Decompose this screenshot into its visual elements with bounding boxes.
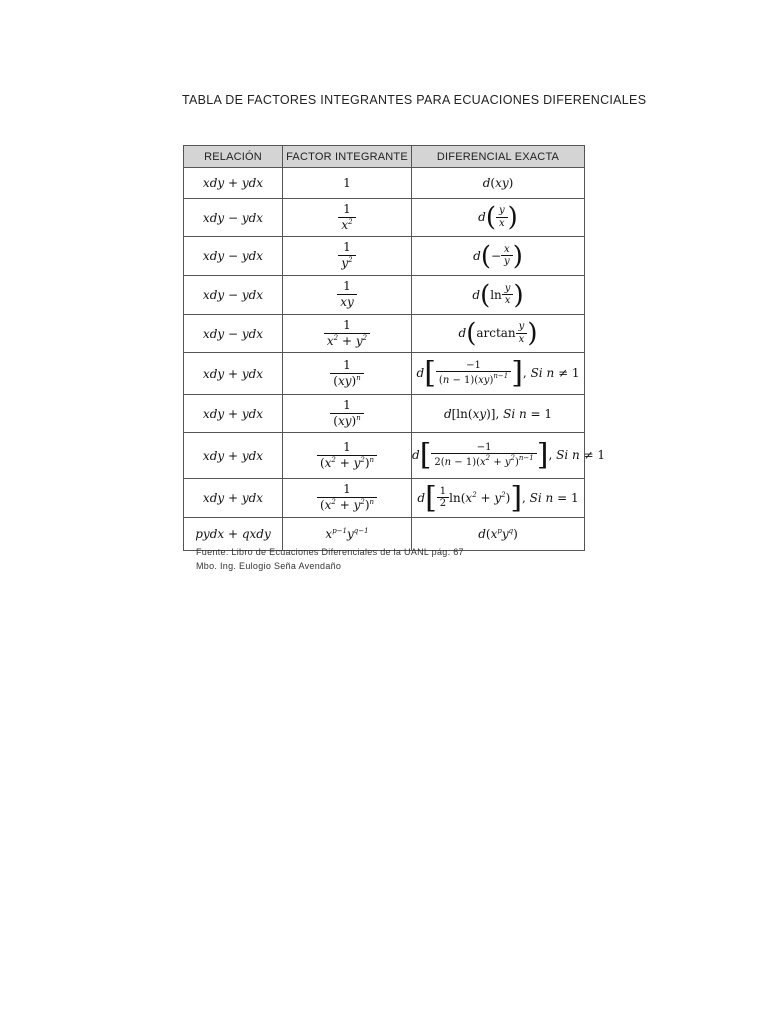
table-row bbox=[184, 237, 585, 276]
diferencial-formula: d(xy) bbox=[482, 176, 514, 190]
diferencial-formula: d(arctan $\frac{y}{x}$ ) bbox=[458, 318, 538, 349]
relacion-cell: xdy + ydx bbox=[184, 168, 283, 199]
table-row bbox=[184, 315, 585, 353]
factor-cell bbox=[283, 433, 412, 479]
header-factor-integrante: FACTOR INTEGRANTE bbox=[283, 146, 412, 168]
relacion-cell: pydx + qxdy bbox=[184, 518, 283, 551]
factor-cell bbox=[283, 518, 412, 551]
diferencial-formula: d( $\frac{y}{x}$ ) bbox=[478, 202, 518, 233]
factor-formula: $x^{p-1}y^{q-1}$ bbox=[325, 527, 369, 541]
relacion-cell: xdy − ydx bbox=[184, 237, 283, 276]
header-diferencial-exacta: DIFERENCIAL EXACTA bbox=[412, 146, 585, 168]
table-row bbox=[184, 518, 585, 551]
relacion-cell: xdy − ydx bbox=[184, 315, 283, 353]
diferencial-cell bbox=[412, 315, 585, 353]
factor-cell bbox=[283, 276, 412, 315]
header-relacion: RELACIÓN bbox=[184, 146, 283, 168]
factor-cell bbox=[283, 315, 412, 353]
table-row bbox=[184, 433, 585, 479]
relacion-cell: xdy + ydx bbox=[184, 353, 283, 395]
diferencial-cell bbox=[412, 479, 585, 518]
table-row bbox=[184, 395, 585, 433]
factor-cell bbox=[283, 353, 412, 395]
page-title: TABLA DE FACTORES INTEGRANTES PARA ECUACIONES DIFERENCIALES bbox=[182, 93, 647, 107]
diferencial-cell bbox=[412, 199, 585, 237]
factor-cell bbox=[283, 395, 412, 433]
diferencial-formula: d[ $\frac{1}{2}$ $\ln(x^2 + y^2)$], Si n = 1 bbox=[417, 480, 579, 515]
footnote-author: Mbo. Ing. Eulogio Seña Avendaño bbox=[196, 561, 342, 571]
diferencial-cell bbox=[412, 237, 585, 276]
table-row bbox=[184, 168, 585, 199]
factor-formula: $\frac{1}{x^2}$ bbox=[338, 203, 355, 232]
factor-formula: $\frac{1}{xy}$ bbox=[337, 280, 357, 309]
diferencial-cell bbox=[412, 518, 585, 551]
table-row bbox=[184, 199, 585, 237]
factor-cell bbox=[283, 237, 412, 276]
table-row bbox=[184, 479, 585, 518]
relacion-cell: xdy − ydx bbox=[184, 199, 283, 237]
factor-formula: $\frac{1}{(xy)^n}$ bbox=[330, 359, 363, 388]
factor-cell bbox=[283, 479, 412, 518]
diferencial-cell bbox=[412, 395, 585, 433]
factor-formula: $\frac{1}{(x^2 + y^2)^n}$ bbox=[317, 441, 377, 470]
integrating-factors-table bbox=[183, 145, 606, 551]
diferencial-cell bbox=[412, 276, 585, 315]
factor-formula: $\frac{1}{(x^2 + y^2)^n}$ bbox=[317, 483, 377, 512]
factor-formula: $\frac{1}{(xy)^n}$ bbox=[330, 399, 363, 428]
factor-cell bbox=[283, 168, 412, 199]
table-row bbox=[184, 276, 585, 315]
relacion-cell: xdy + ydx bbox=[184, 395, 283, 433]
diferencial-formula: d[ln(xy)], Si n = 1 bbox=[443, 406, 553, 421]
diferencial-cell bbox=[412, 168, 585, 199]
table-row bbox=[184, 353, 585, 395]
table-header-row bbox=[184, 146, 585, 168]
relacion-cell: xdy + ydx bbox=[184, 479, 283, 518]
diferencial-formula: d[ $\frac{-1}{(n - 1)(xy)^{n-1}}$ ], Si n ≠ 1 bbox=[416, 355, 580, 391]
relacion-cell: xdy − ydx bbox=[184, 276, 283, 315]
diferencial-cell bbox=[412, 353, 585, 395]
diferencial-formula: d(ln $\frac{y}{x}$ ) bbox=[472, 280, 524, 310]
factor-formula: $\frac{1}{y^2}$ bbox=[338, 241, 355, 270]
diferencial-formula: $d(x^py^q)$ bbox=[478, 527, 518, 541]
diferencial-formula: d[ $\frac{-1}{2(n - 1)(x^2 + y^2)^{n-1}}$ ], Si n ≠ 1 bbox=[412, 437, 606, 473]
factor-formula: $\frac{1}{x^2 + y^2}$ bbox=[324, 319, 370, 348]
diferencial-formula: d(− $\frac{x}{y}$ ) bbox=[473, 241, 523, 271]
diferencial-cell bbox=[412, 433, 606, 479]
factor-cell bbox=[283, 199, 412, 237]
relacion-cell: xdy + ydx bbox=[184, 433, 283, 479]
factor-formula: 1 bbox=[343, 176, 351, 190]
footnote-source: Fuente: Libro de Ecuaciones Diferenciales de la UANL pág. 67 bbox=[196, 547, 464, 557]
